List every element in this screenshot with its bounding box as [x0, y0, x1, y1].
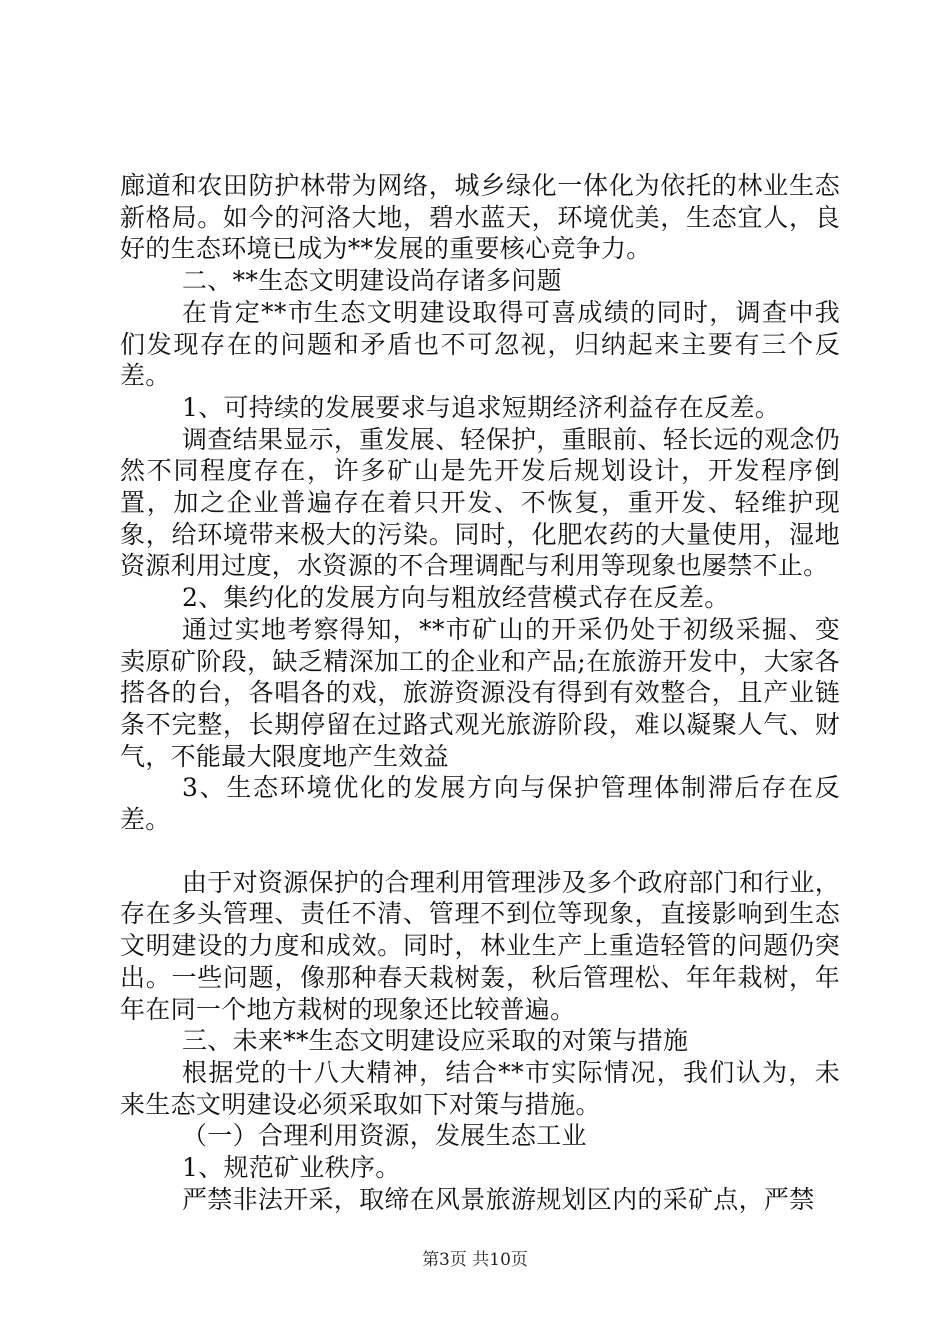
- subheading-rule-1: 1、规范矿业秩序。: [182, 1153, 401, 1183]
- subsection-heading: （一）合理利用资源，发展生态工业: [182, 1121, 587, 1151]
- paragraph: 由于对资源保护的合理利用管理涉及多个政府部门和行业，存在多头管理、责任不清、管理不到位等现象，直接影响到生态文明建设的力度和成效。同时，林业生产上重造轻管的问题仍突出。一些问题，像那种春天栽树轰，秋后管理松、年年栽树，年年在同一个地方栽树的现象还比较普遍。: [120, 867, 840, 1024]
- paragraph-continuation: 廊道和农田防护林带为网络，城乡绿化一体化为依托的林业生态新格局。如今的河洛大地，碧水蓝天，环境优美，生态宜人，良好的生态环境已成为**发展的重要核心竞争力。: [120, 171, 840, 264]
- subheading-1: 1、可持续的发展要求与追求短期经济利益存在反差。: [182, 392, 781, 422]
- paragraph: 严禁非法开采，取缔在风景旅游规划区内的采矿点，严禁: [182, 1184, 815, 1214]
- page-number-footer: 第3页 共10页: [422, 1250, 528, 1270]
- subheading-2: 2、集约化的发展方向与粗放经营模式存在反差。: [182, 583, 730, 613]
- paragraph: 通过实地考察得知，**市矿山的开采仍处于初级采掘、变卖原矿阶段，缺乏精深加工的企业和产品;在旅游开发中，大家各搭各的台，各唱各的戏，旅游资源没有得到有效整合，且产业链条不完整，长期停留在过路式观光旅游阶段，难以凝聚人气、财气，不能最大限度地产生效益: [120, 614, 840, 771]
- paragraph: 调查结果显示，重发展、轻保护，重眼前、轻长远的观念仍然不同程度存在，许多矿山是先开发后规划设计，开发程序倒置，加之企业普遍存在着只开发、不恢复，重开发、轻维护现象，给环境带来极大的污染。同时，化肥农药的大量使用，湿地资源利用过度，水资源的不合理调配与利用等现象也屡禁不止。: [120, 424, 840, 581]
- subheading-3: 3、生态环境优化的发展方向与保护管理体制滞后存在反差。: [120, 773, 840, 835]
- paragraph: 在肯定**市生态文明建设取得可喜成绩的同时，调查中我们发现存在的问题和矛盾也不可忽视，归纳起来主要有三个反差。: [120, 297, 840, 391]
- paragraph: 根据党的十八大精神，结合**市实际情况，我们认为，未来生态文明建设必须采取如下对策与措施。: [120, 1057, 840, 1119]
- section-heading-3: 三、未来**生态文明建设应采取的对策与措施: [182, 1026, 689, 1056]
- section-heading-2: 二、**生态文明建设尚存诸多问题: [182, 266, 562, 296]
- document-body: [120, 170, 840, 1216]
